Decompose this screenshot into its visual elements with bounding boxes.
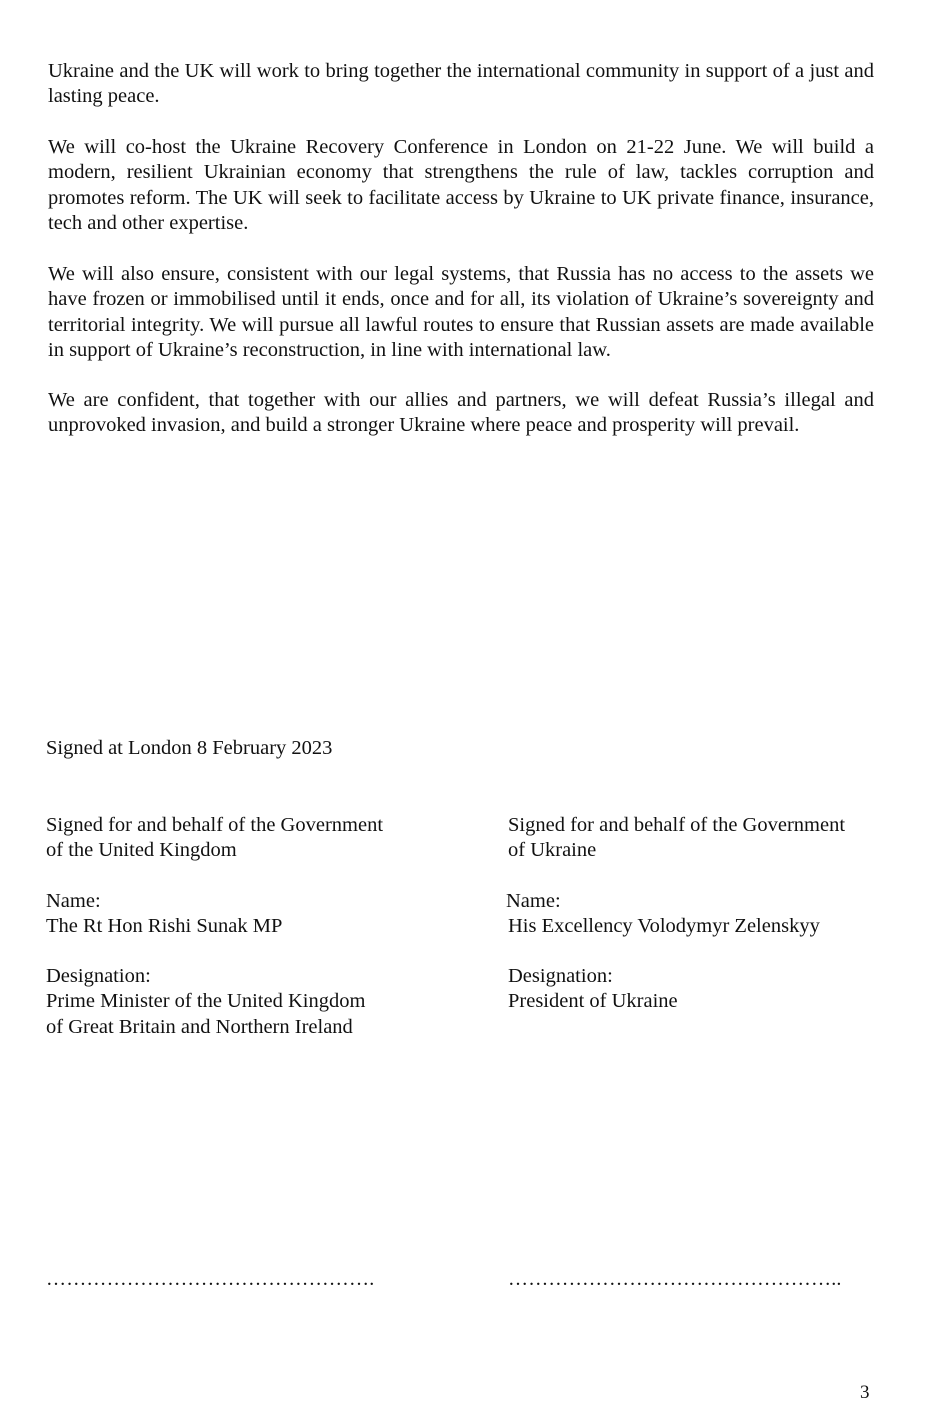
ukraine-on-behalf-line-1: Signed for and behalf of the Government	[508, 814, 846, 836]
ukraine-designation-block	[508, 964, 908, 1015]
uk-on-behalf-line-2: of the United Kingdom	[46, 839, 237, 862]
ukraine-designation-line-1: President of Ukraine	[508, 990, 678, 1013]
paragraph-peace: Ukraine and the UK will work to bring together the international community in support of a just and lasting peace.	[48, 60, 874, 108]
ukraine-name-block	[506, 889, 906, 940]
paragraph-recovery-conference: We will co-host the Ukraine Recovery Conference in London on 21-22 June. We will build a modern, resilient Ukrainian economy that strengthens the rule of law, tackles corruption and promotes reform. The UK will seek to facilitate access by Ukraine to UK private finance, insurance, tech and other expertise.	[48, 136, 874, 234]
uk-name-label: Name:	[46, 890, 101, 912]
ukraine-designation-label: Designation:	[508, 965, 613, 987]
uk-on-behalf-line-1: Signed for and behalf of the Government	[46, 814, 384, 836]
ukraine-on-behalf	[508, 813, 908, 864]
ukraine-signature-line: …………………………………………..	[508, 1268, 842, 1290]
uk-designation-label: Designation:	[46, 965, 151, 987]
uk-on-behalf	[46, 813, 466, 864]
paragraph-russian-assets: We will also ensure, consistent with our legal systems, that Russia has no access to the assets we have frozen or immobilised until it ends, once and for all, its violation of Ukraine’s sovereignty and territorial integrity. We will pursue all lawful routes to ensure that Russian assets are made available in support of Ukraine’s reconstruction, in line with international law.	[48, 263, 874, 361]
ukraine-signatory-name: His Excellency Volodymyr Zelenskyy	[508, 915, 820, 938]
uk-designation-line-1: Prime Minister of the United Kingdom	[46, 990, 366, 1013]
paragraph-confidence: We are confident, that together with our allies and partners, we will defeat Russia’s illegal and unprovoked invasion, and build a stronger Ukraine where peace and prosperity will prevail.	[48, 389, 874, 437]
ukraine-on-behalf-line-2: of Ukraine	[508, 839, 597, 862]
uk-signatory-name: The Rt Hon Rishi Sunak MP	[46, 915, 283, 938]
uk-designation-block	[46, 964, 466, 1040]
uk-signature-line: ………………………………………….	[46, 1268, 375, 1290]
uk-designation-line-2: of Great Britain and Northern Ireland	[46, 1015, 353, 1038]
ukraine-name-label: Name:	[506, 890, 561, 912]
signed-place-date: Signed at London 8 February 2023	[46, 737, 333, 759]
page-number: 3	[860, 1382, 870, 1403]
uk-name-block	[46, 889, 466, 940]
